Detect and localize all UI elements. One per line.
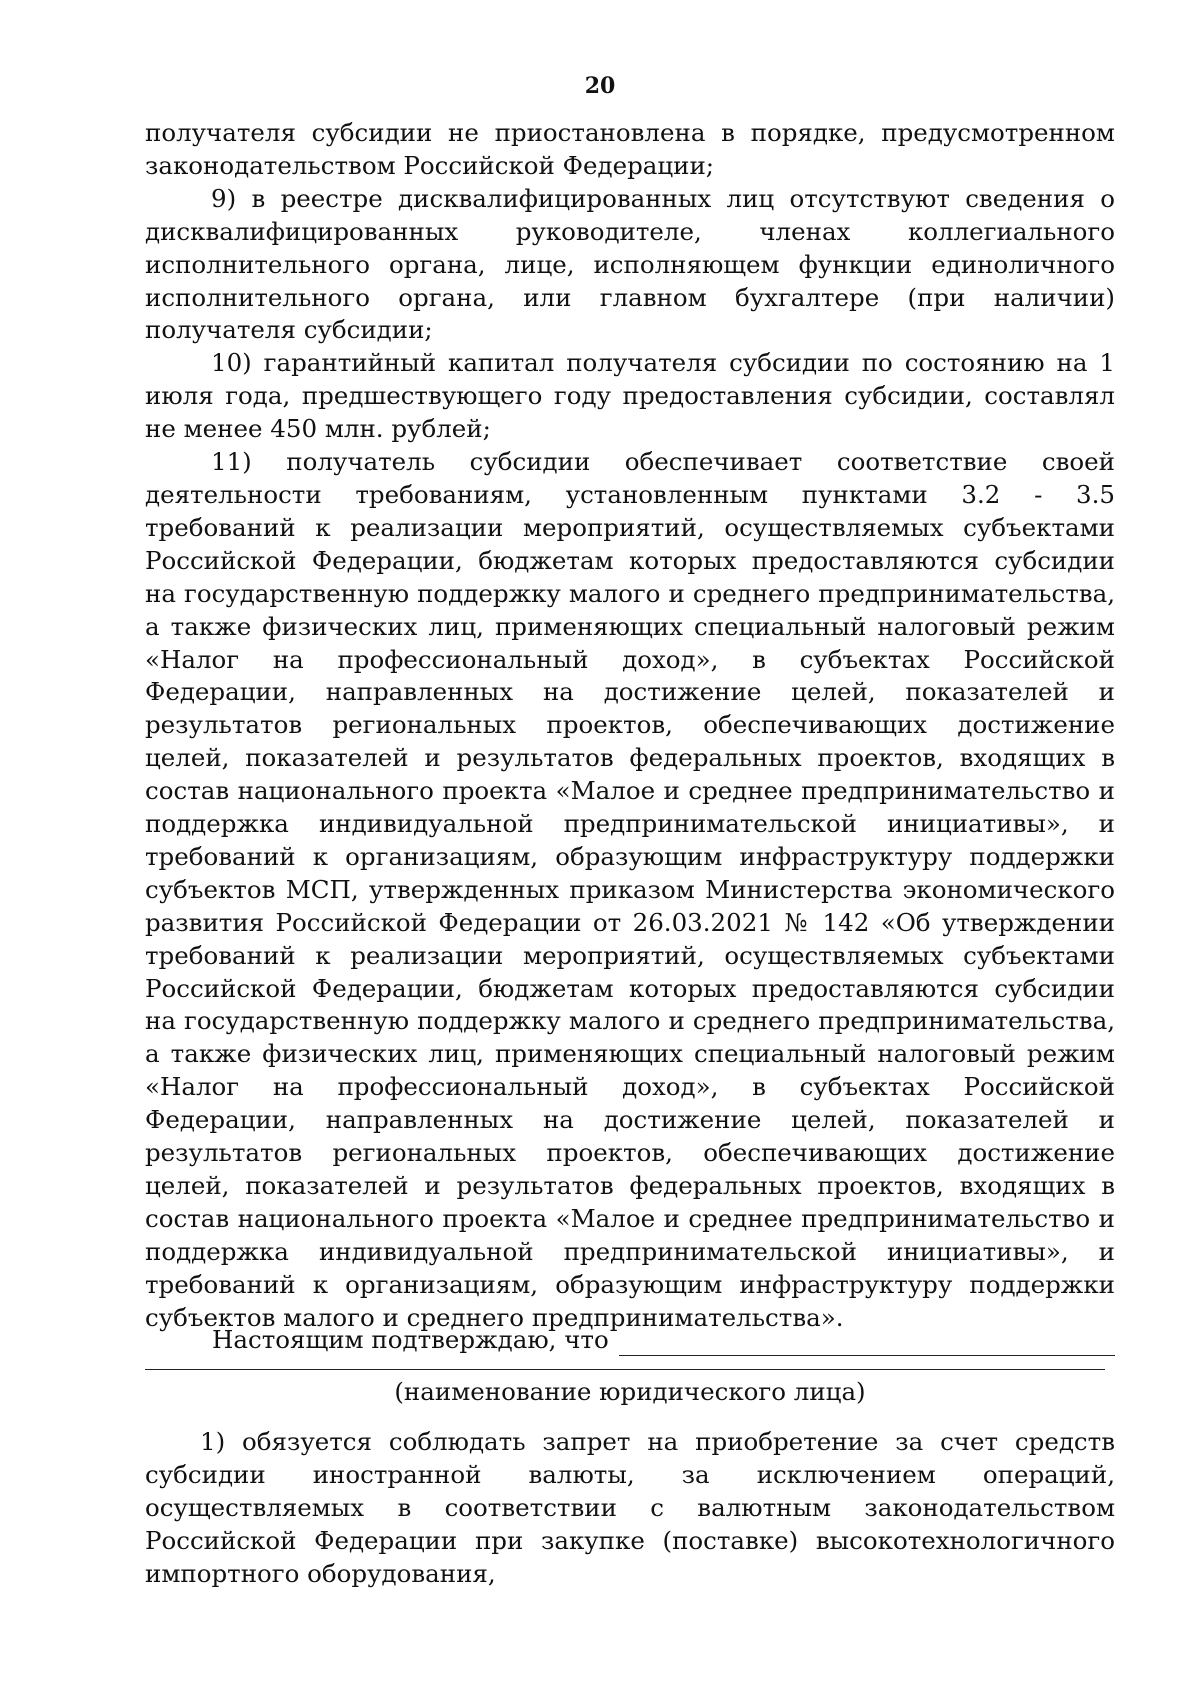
entity-name-blank-full: [145, 1368, 1105, 1370]
paragraph-continuation: получателя субсидии не приостановлена в порядке, предусмотренном законодательством Российской Федерации;: [145, 118, 1115, 180]
paragraph-item-10: 10) гарантийный капитал получателя субсидии по состоянию на 1 июля года, предшествующего году предоставления субсидии, составлял не менее 450 млн. рублей;: [145, 348, 1115, 444]
document-body: [145, 117, 1115, 1335]
confirmation-line: [145, 1324, 1115, 1356]
confirmation-label: Настоящим подтверждаю, что: [212, 1325, 609, 1354]
page-number: 20: [584, 73, 616, 99]
entity-name-blank-inline: [619, 1329, 1115, 1356]
obligations-list: [145, 1426, 1115, 1591]
paragraph-item-9: 9) в реестре дисквалифицированных лиц отсутствуют сведения о дисквалифицированных руководителе, членах коллегиального исполнительного органа, лице, исполняющем функции единоличного исполнительного органа, или главном бухгалтере (при наличии) получателя субсидии;: [145, 183, 1115, 345]
confirmation-block: [145, 1324, 1115, 1408]
obligation-item-1: 1) обязуется соблюдать запрет на приобретение за счет средств субсидии иностранной валюты, за исключением операций, осуществляемых в соответствии с валютным законодательством Российской Федерации при закупке (поставке) высокотехнологичного импортного оборудования,: [145, 1427, 1115, 1588]
entity-name-caption: (наименование юридического лица): [394, 1377, 866, 1406]
paragraph-item-11: 11) получатель субсидии обеспечивает соответствие своей деятельности требованиям, установленным пунктами 3.2 - 3.5 требований к реализации мероприятий, осуществляемых субъектами Российской Федерации, бюджетам которых предоставляются субсидии на государственную поддержку малого и среднего предпринимательства, а также физических лиц, применяющих специальный налоговый режим «Налог на профессиональный доход», в субъектах Российской Федерации, направленных на достижение целей, показателей и результатов региональных проектов, обеспечивающих достижение целей, показателей и результатов федеральных проектов, входящих в состав национального проекта «Малое и среднее предпринимательство и поддержка индивидуальной предпринимательской инициативы», и требований к организациям, образующим инфраструктуру поддержки субъектов МСП, утвержденных приказом Министерства экономического развития Российской Федерации от 26.03.2021 № 142 «Об утверждении требований к реализации мероприятий, осуществляемых субъектами Российской Федерации, бюджетам которых предоставляются субсидии на государственную поддержку малого и среднего предпринимательства, а также физических лиц, применяющих специальный налоговый режим «Налог на профессиональный доход», в субъектах Российской Федерации, направленных на достижение целей, показателей и результатов региональных проектов, обеспечивающих достижение целей, показателей и результатов федеральных проектов, входящих в состав национального проекта «Малое и среднее предпринимательство и поддержка индивидуальной предпринимательской инициативы», и требований к организациям, образующим инфраструктуру поддержки субъектов малого и среднего предпринимательства».: [145, 447, 1115, 1332]
